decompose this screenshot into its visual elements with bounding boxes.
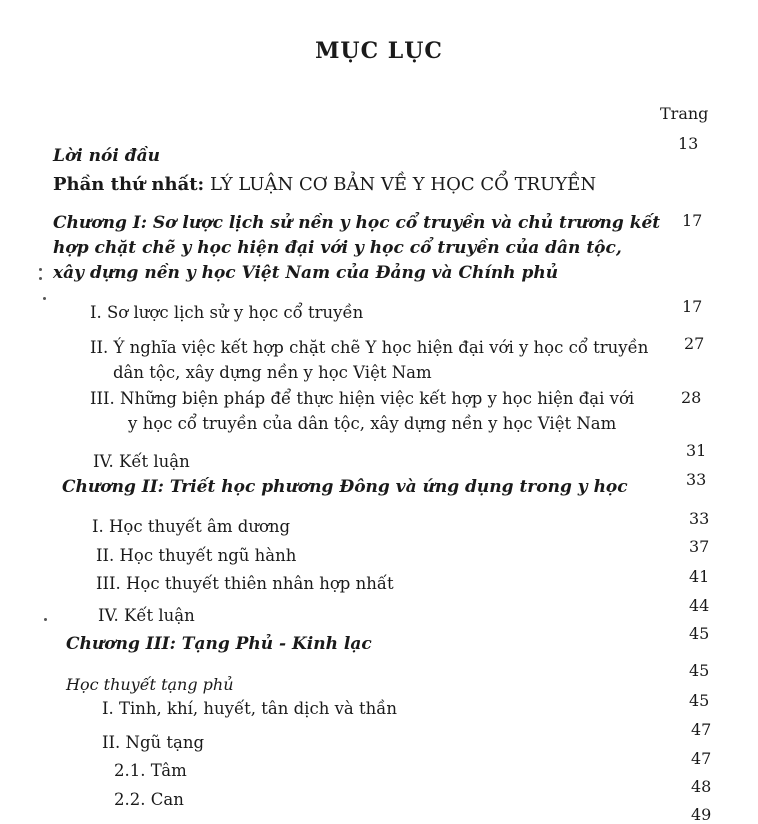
toc-page-number: 45 (689, 661, 710, 680)
toc-entry-preface: Lời nói đầu (53, 146, 161, 166)
page-title: MỤC LỤC (315, 38, 443, 64)
toc-page-number: 33 (686, 470, 707, 489)
toc-section-line-1: II. Ý nghĩa việc kết hợp chặt chẽ Y học hiện đại với y học cổ truyền (90, 338, 649, 357)
toc-page-number: 48 (691, 777, 712, 796)
page-column-header: Trang (660, 104, 709, 123)
toc-part-heading (53, 174, 596, 195)
toc-chapter-1-line-2: hợp chặt chẽ y học hiện đại với y học cổ truyền của dân tộc, (53, 238, 622, 258)
toc-section: I. Tinh, khí, huyết, tân dịch và thần (102, 699, 397, 718)
toc-page-number: 37 (689, 537, 710, 556)
toc-page-number: 33 (689, 509, 710, 528)
scan-speck (39, 277, 42, 280)
toc-page-number: 28 (681, 388, 702, 407)
toc-subsection: 2.1. Tâm (114, 761, 187, 780)
toc-chapter-1-line-1: Chương I: Sơ lược lịch sử nền y học cổ truyền và chủ trương kết (53, 213, 661, 233)
toc-section-line-2: dân tộc, xây dựng nền y học Việt Nam (113, 363, 432, 382)
toc-chapter-1-line-3: xây dựng nền y học Việt Nam của Đảng và Chính phủ (53, 263, 559, 283)
scan-speck (39, 268, 42, 271)
toc-page-number: 17 (682, 297, 703, 316)
toc-chapter-3: Chương III: Tạng Phủ - Kinh lạc (66, 634, 372, 654)
scan-speck (43, 297, 46, 300)
toc-section: II. Học thuyết ngũ hành (96, 546, 297, 565)
toc-chapter-2: Chương II: Triết học phương Đông và ứng dụng trong y học (62, 477, 628, 497)
part-title: LÝ LUẬN CƠ BẢN VỀ Y HỌC CỔ TRUYỀN (209, 174, 597, 195)
toc-subsection: 2.2. Can (114, 790, 184, 809)
toc-section-line-2: y học cổ truyền của dân tộc, xây dựng nền y học Việt Nam (128, 414, 617, 433)
toc-section: IV. Kết luận (98, 606, 195, 625)
toc-page-number: 45 (689, 624, 710, 643)
toc-section: IV. Kết luận (93, 452, 190, 471)
toc-section: II. Ngũ tạng (102, 733, 205, 752)
toc-section: III. Học thuyết thiên nhân hợp nhất (96, 574, 394, 593)
toc-subheading: Học thuyết tạng phủ (66, 675, 234, 694)
toc-page-number: 47 (691, 720, 712, 739)
toc-page-number: 27 (684, 334, 705, 353)
toc-page-number: 49 (691, 805, 712, 824)
scan-speck (44, 618, 47, 621)
toc-page-number: 17 (682, 211, 703, 230)
toc-section-line-1: III. Những biện pháp để thực hiện việc kết hợp y học hiện đại với (90, 389, 635, 408)
toc-page-number: 41 (689, 567, 710, 586)
toc-page-number: 47 (691, 749, 712, 768)
toc-page-number: 45 (689, 691, 710, 710)
toc-section: I. Học thuyết âm dương (92, 517, 291, 536)
toc-page-number: 13 (678, 134, 699, 153)
part-label: Phần thứ nhất: (53, 174, 205, 195)
toc-section: I. Sơ lược lịch sử y học cổ truyền (90, 303, 364, 322)
toc-page-number: 31 (686, 441, 707, 460)
toc-page-number: 44 (689, 596, 710, 615)
